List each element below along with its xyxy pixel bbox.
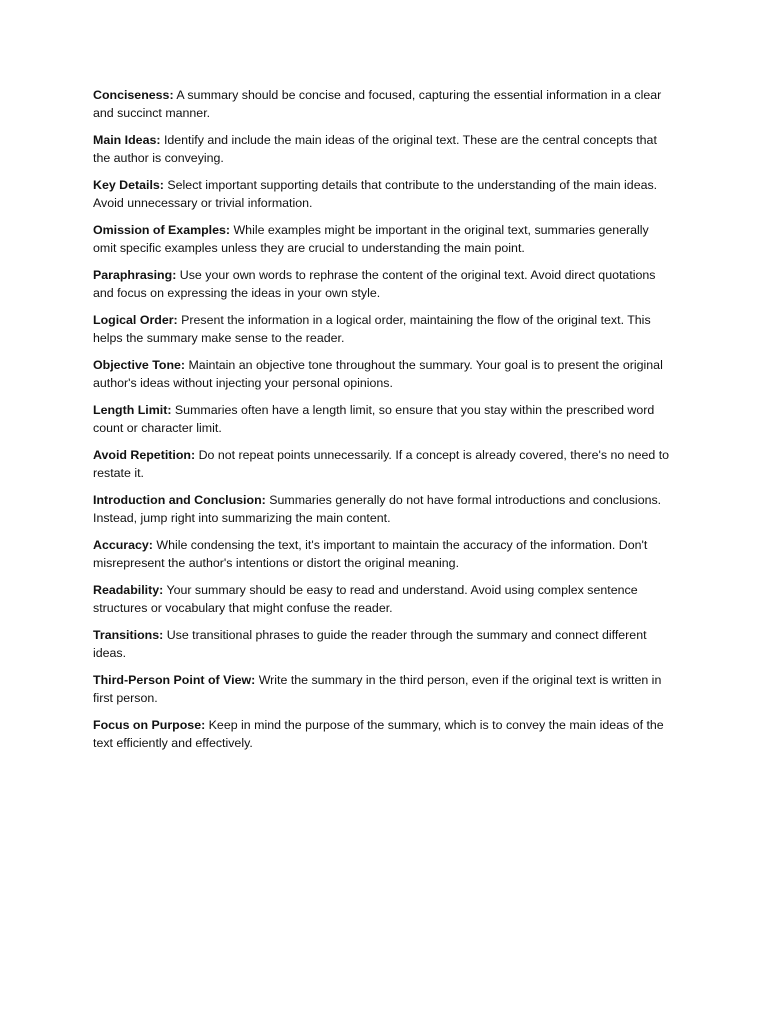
document-body (93, 86, 675, 761)
term-label: Third-Person Point of View: (93, 673, 256, 687)
term-label: Key Details: (93, 178, 164, 192)
term-description: While examples might be important in the original text, summaries generally omit specific examples unless they are crucial to understanding the main point. (93, 223, 649, 255)
term-description: Present the information in a logical order, maintaining the flow of the original text. This helps the summary make sense to the reader. (93, 313, 651, 345)
paragraph-main-ideas (93, 131, 675, 167)
paragraph-objective-tone (93, 356, 675, 392)
term-description: Do not repeat points unnecessarily. If a concept is already covered, there's no need to restate it. (93, 448, 670, 480)
term-label: Transitions: (93, 628, 164, 642)
paragraph-transitions (93, 626, 675, 662)
term-label: Objective Tone: (93, 358, 186, 372)
paragraph-avoid-repetition (93, 446, 675, 482)
paragraph-readability (93, 581, 675, 617)
term-description: Summaries generally do not have formal introductions and conclusions. Instead, jump right into summarizing the main content. (93, 493, 662, 525)
term-description: Use transitional phrases to guide the reader through the summary and connect different ideas. (93, 628, 647, 660)
paragraph-key-details (93, 176, 675, 212)
term-label: Readability: (93, 583, 164, 597)
term-label: Omission of Examples: (93, 223, 231, 237)
paragraph-logical-order (93, 311, 675, 347)
term-label: Logical Order: (93, 313, 178, 327)
paragraph-omission-of-examples (93, 221, 675, 257)
term-label: Paraphrasing: (93, 268, 177, 282)
paragraph-accuracy (93, 536, 675, 572)
term-description: Identify and include the main ideas of the original text. These are the central concepts that the author is conveying. (93, 133, 657, 165)
term-description: Your summary should be easy to read and understand. Avoid using complex sentence structures or vocabulary that might confuse the reader. (93, 583, 638, 615)
term-label: Accuracy: (93, 538, 153, 552)
term-description: Keep in mind the purpose of the summary, which is to convey the main ideas of the text efficiently and effectively. (93, 718, 664, 750)
term-description: Write the summary in the third person, even if the original text is written in first person. (93, 673, 662, 705)
term-description: A summary should be concise and focused, capturing the essential information in a clear and succinct manner. (93, 88, 662, 120)
term-description: Summaries often have a length limit, so ensure that you stay within the prescribed word count or character limit. (93, 403, 655, 435)
paragraph-paraphrasing (93, 266, 675, 302)
paragraph-conciseness (93, 86, 675, 122)
term-description: Select important supporting details that contribute to the understanding of the main ideas. Avoid unnecessary or trivial information. (93, 178, 658, 210)
term-label: Focus on Purpose: (93, 718, 206, 732)
term-description: While condensing the text, it's important to maintain the accuracy of the information. Don't misrepresent the author's intentions or distort the original meaning. (93, 538, 648, 570)
paragraph-introduction-and-conclusion (93, 491, 675, 527)
term-label: Introduction and Conclusion: (93, 493, 266, 507)
term-label: Avoid Repetition: (93, 448, 196, 462)
term-label: Main Ideas: (93, 133, 161, 147)
paragraph-focus-on-purpose (93, 716, 675, 752)
paragraph-third-person-point-of-view (93, 671, 675, 707)
paragraph-length-limit (93, 401, 675, 437)
term-description: Maintain an objective tone throughout the summary. Your goal is to present the original author's ideas without injecting your personal opinions. (93, 358, 663, 390)
term-label: Length Limit: (93, 403, 172, 417)
term-label: Conciseness: (93, 88, 174, 102)
term-description: Use your own words to rephrase the content of the original text. Avoid direct quotations and focus on expressing the ideas in your own style. (93, 268, 656, 300)
